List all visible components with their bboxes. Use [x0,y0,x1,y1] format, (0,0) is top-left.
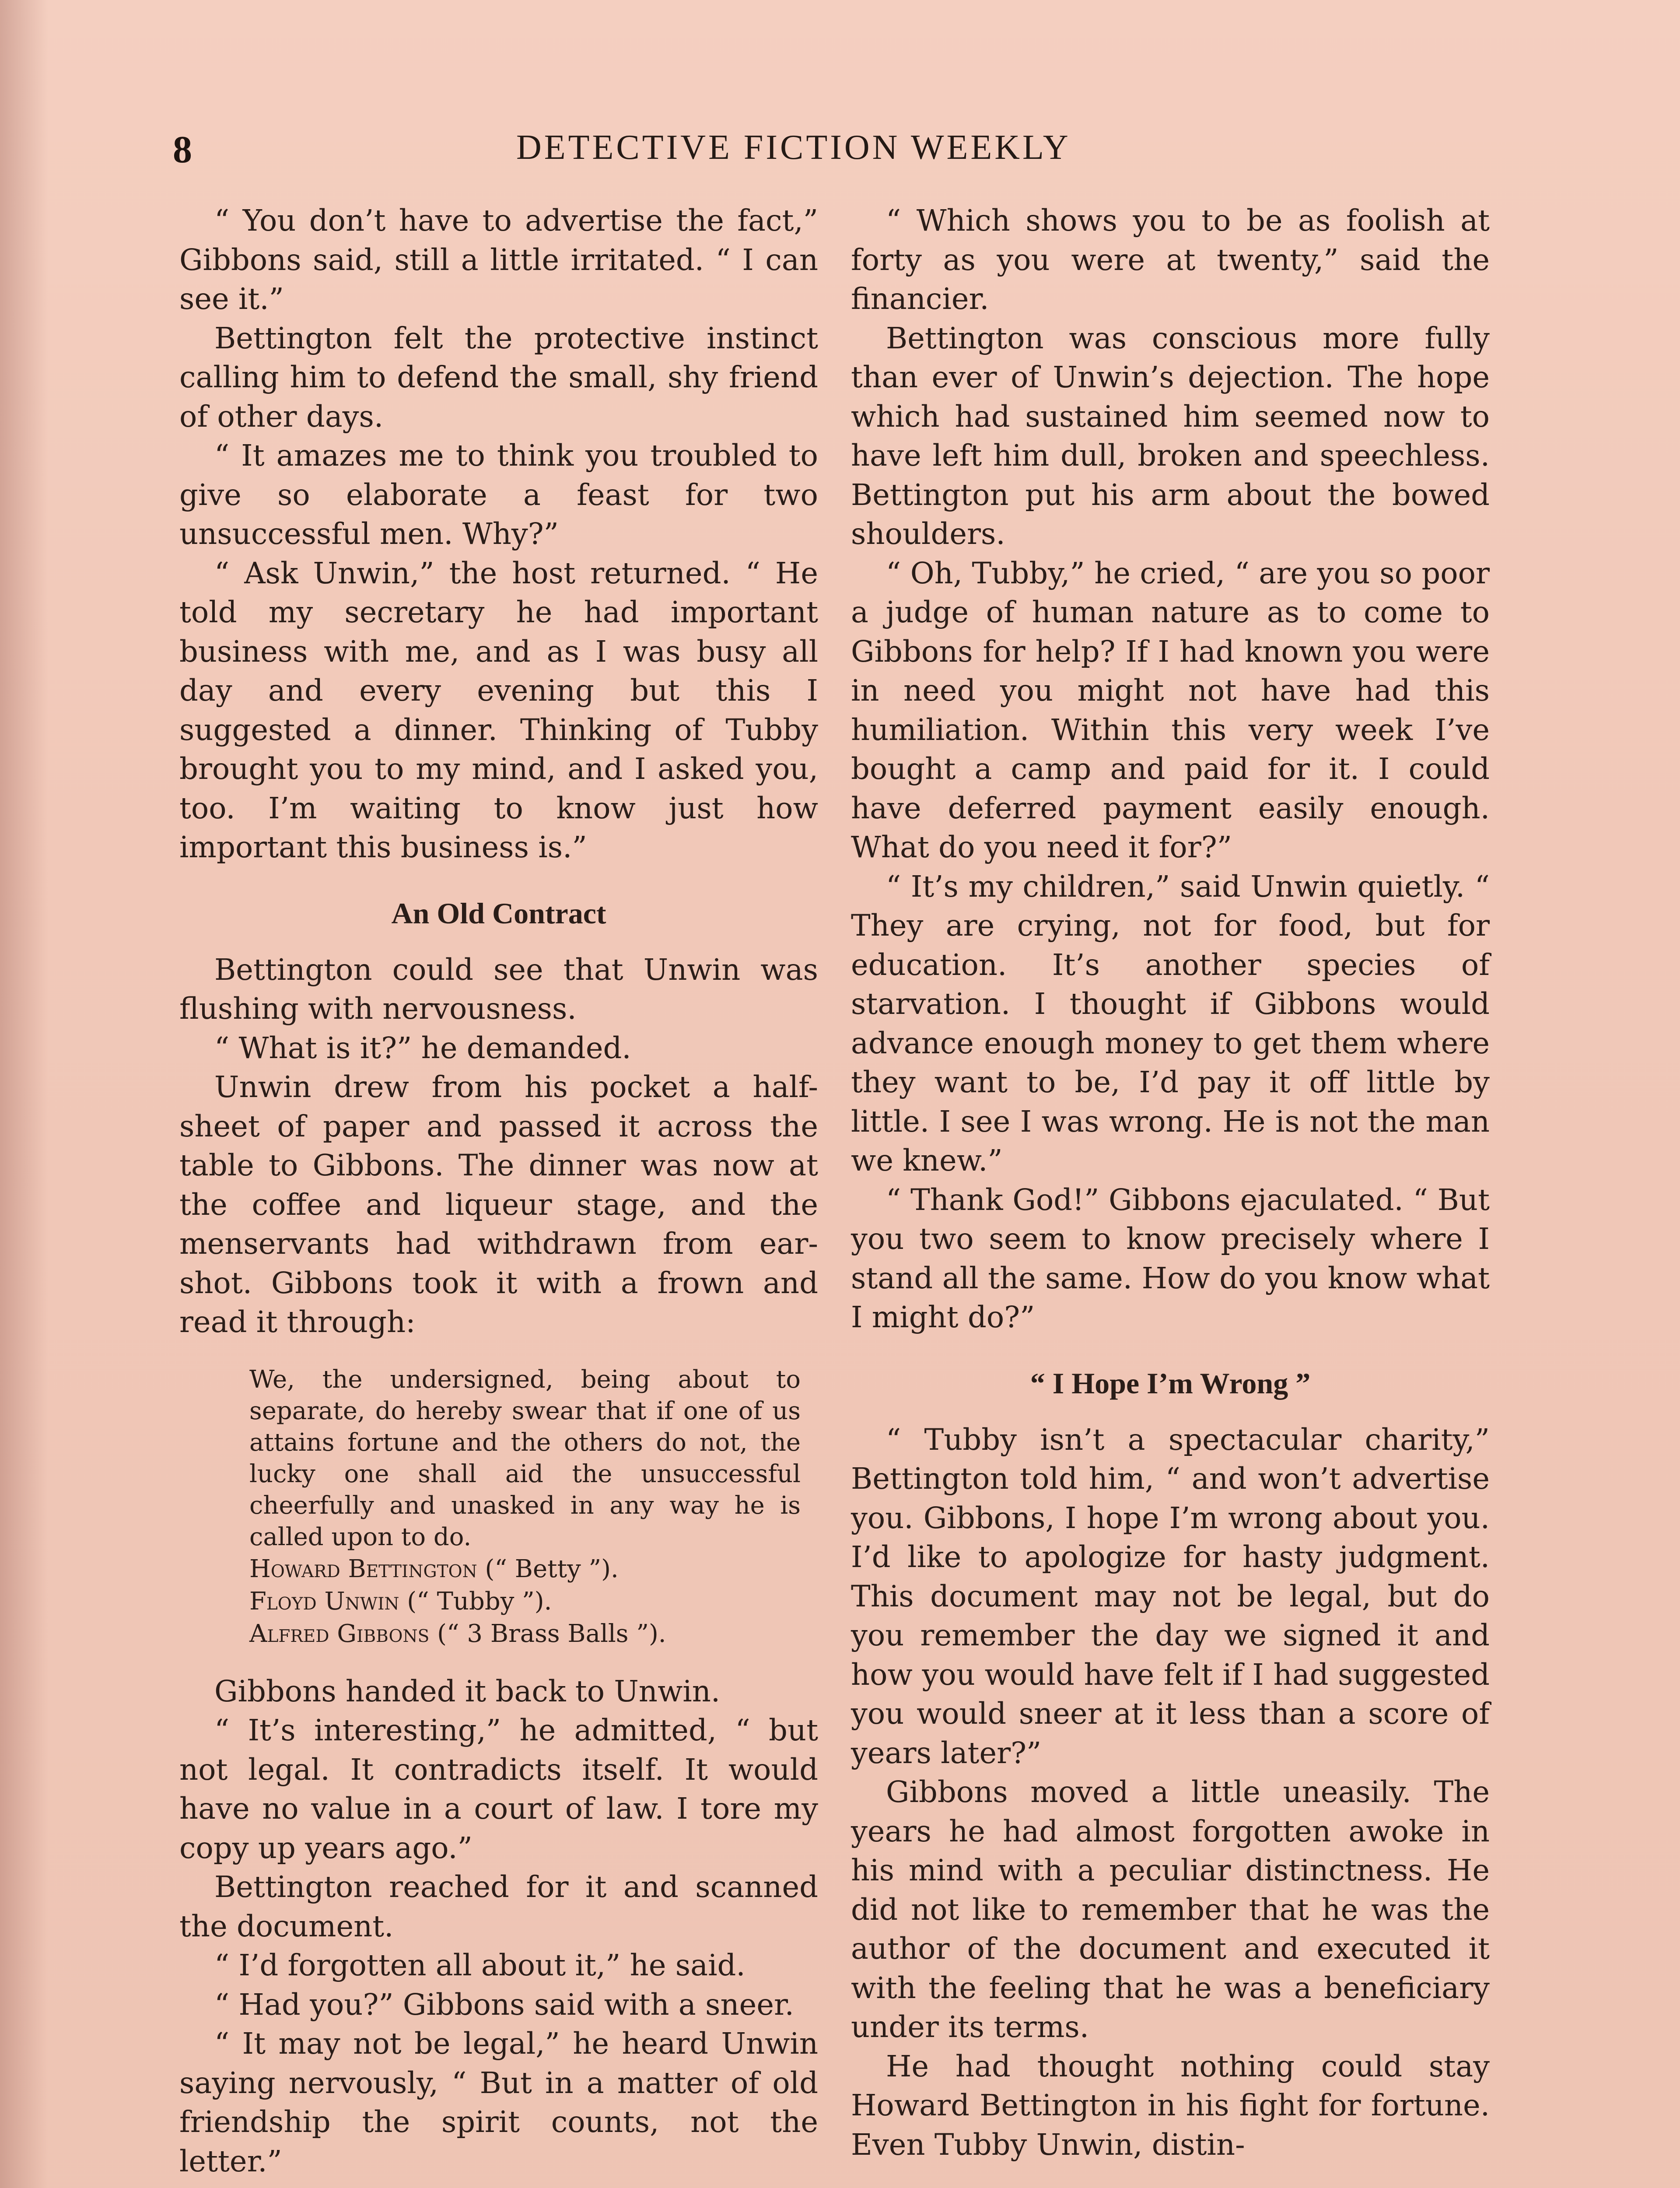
paragraph: “ Thank God!” Gibbons ejaculated. “ But you two seem to know precisely where I stand all the same. How do you know what I might do?” [851,1182,1490,1334]
contract-text: We, the undersigned, being about to separate, do hereby swear that if one of us attains fortune and the others do not, the lucky one shall aid the unsuccessful cheerfully and unasked in any way he is called upon to do. [249,1365,801,1551]
running-head: DETECTIVE FICTION WEEKLY [516,128,1071,167]
page-number: 8 [173,129,192,171]
paragraph: He had thought nothing could stay Howard Bettington in his fight for fortune. Even Tubby Unwin, distin- [851,2049,1490,2162]
paragraph: “ Ask Unwin,” the host returned. “ He told my secretary he had important business with me, and as I was busy all day and every evening but this I suggested a dinner. Thinking of Tubby brought you to my mind, and I asked you, too. I’m waiting to know just how important this business is.” [179,556,818,864]
paragraph: “ It’s interesting,” he admitted, “ but not legal. It contradicts itself. It would have no value in a court of law. I tore my copy up years ago.” [179,1713,818,1865]
paragraph: “ It amazes me to think you troubled to give so elaborate a feast for two unsuccessful men. Why?” [179,438,818,551]
section-heading: An Old Contract [391,896,606,930]
paragraph: “ Tubby isn’t a spectacular charity,” Bettington told him, “ and won’t advertise you. Gibbons, I hope I’m wrong about you. I’d like to apologize for hasty judgment. This document may not be legal, but do you remember the day we signed it and how you would have felt if I had suggested you would sneer at it less than a score of years later?” [851,1422,1490,1770]
signatory-nickname: (“ 3 Brass Balls ”). [437,1619,666,1648]
paragraph: Bettington could see that Unwin was flushing with nervousness. [179,952,818,1026]
signatory-nickname: (“ Tubby ”). [407,1587,552,1616]
left-column [179,201,818,2181]
contract-block [249,1364,801,1650]
signatory-name: Floyd Unwin [249,1587,399,1616]
paragraph: “ It may not be legal,” he heard Unwin saying nervously, “ But in a matter of old friendship the spirit counts, not the letter.” [179,2027,818,2178]
right-column [851,201,1490,2164]
paragraph: Gibbons handed it back to Unwin. [214,1674,721,1708]
paragraph: Unwin drew from his pocket a half-sheet of paper and passed it across the table to Gibbons. The dinner was now at the coffee and liqueur stage, and the menservants had withdrawn from ear-shot. Gibbons took it with a frown and read it through: [179,1070,818,1339]
signature-line [249,1618,801,1650]
section-heading: “ I Hope I’m Wrong ” [1030,1366,1311,1400]
paragraph: “ Which shows you to be as foolish at forty as you were at twenty,” said the financier. [851,203,1490,316]
paragraph: “ What is it?” he demanded. [214,1031,631,1065]
signatory-name: Howard Bettington [249,1554,477,1583]
paragraph: Gibbons moved a little uneasily. The years he had almost forgotten awoke in his mind with a peculiar distinctness. He did not like to remember that he was the author of the document and executed it with the feeling that he was a beneficiary under its terms. [851,1775,1490,2044]
paragraph: Bettington reached for it and scanned the document. [179,1870,818,1943]
paragraph: “ Had you?” Gibbons said with a sneer. [214,1987,794,2022]
signatory-nickname: (“ Betty ”). [485,1554,619,1583]
paragraph: Bettington felt the protective instinct calling him to defend the small, shy friend of other days. [179,321,818,434]
paragraph: “ It’s my children,” said Unwin quietly. “ They are crying, not for food, but for education. It’s another species of starvation. I thought if Gibbons would advance enough money to get them where they want to be, I’d pay it off little by little. I see I was wrong. He is not the man we knew.” [851,869,1490,1178]
signature-line [249,1585,801,1618]
page-shadow [0,0,48,2188]
signature-line [249,1553,801,1585]
paragraph: “ Oh, Tubby,” he cried, “ are you so poor a judge of human nature as to come to Gibbons for help? If I had known you were in need you might not have had this humiliation. Within this very week I’ve bought a camp and paid for it. I could have deferred payment easily enough. What do you need it for?” [851,556,1490,864]
paragraph: “ I’d forgotten all about it,” he said. [214,1948,746,1982]
signatory-name: Alfred Gibbons [249,1619,430,1648]
paragraph: Bettington was conscious more fully than ever of Unwin’s dejection. The hope which had sustained him seemed now to have left him dull, broken and speechless. Bettington put his arm about the bowed shoulders. [851,321,1490,551]
paragraph: “ You don’t have to advertise the fact,” Gibbons said, still a little irritated. “ I can see it.” [179,203,818,316]
